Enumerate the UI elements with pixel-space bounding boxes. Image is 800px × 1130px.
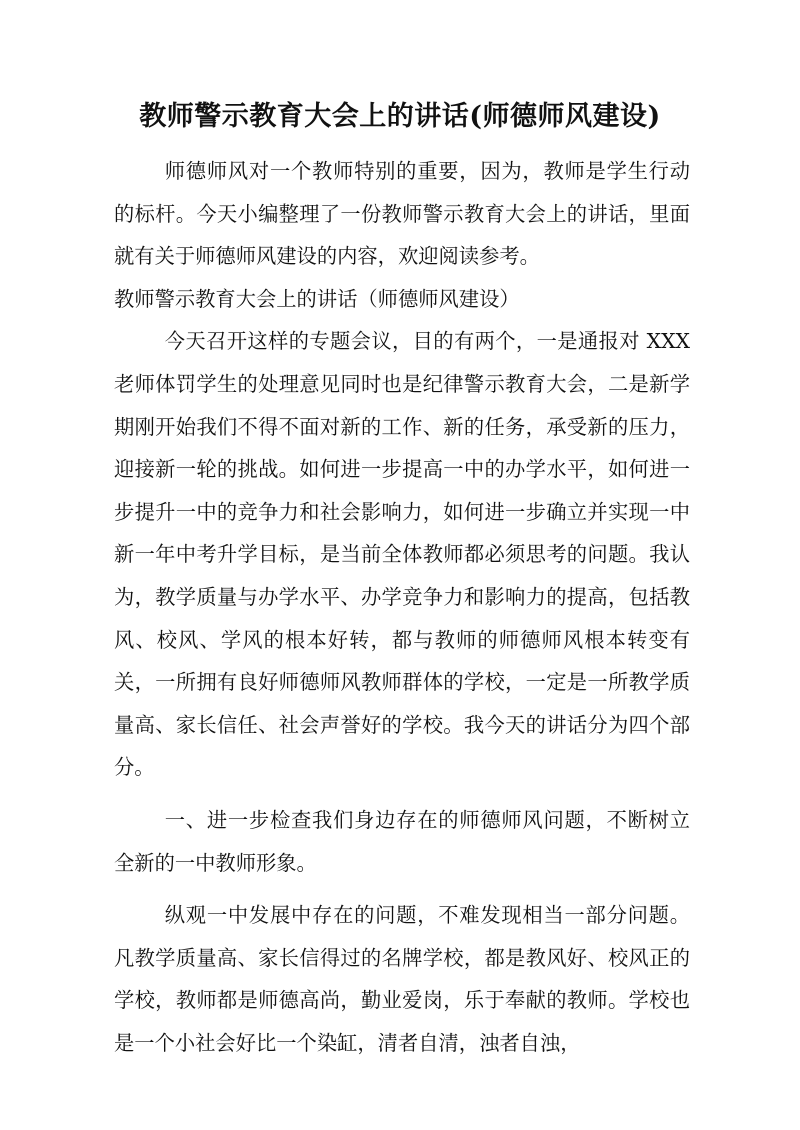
document-body — [114, 150, 690, 1064]
intro-paragraph: 师德师风对一个教师特别的重要，因为，教师是学生行动的标杆。今天小编整理了一份教师警示教育大会上的讲话，里面就有关于师德师风建设的内容，欢迎阅读参考。 — [114, 159, 690, 269]
speech-paragraph-opening: 今天召开这样的专题会议，目的有两个，一是通报对 XXX 老师体罚学生的处理意见同时也是纪律警示教育大会，二是新学期刚开始我们不得不面对新的工作、新的任务，承受新的压力，迎接新一轮的挑战。如何进一步提高一中的办学水平，如何进一步提升一中的竞争力和社会影响力，如何进一步确立并实现一中新一年中考升学目标，是当前全体教师都必须思考的问题。我认为，教学质量与办学水平、办学竞争力和影响力的提高，包括教风、校风、学风的根本好转，都与教师的师德师风根本转变有关，一所拥有良好师德师风教师群体的学校，一定是一所教学质量高、家长信任、社会声誉好的学校。我今天的讲话分为四个部分。 — [114, 329, 690, 780]
speech-subtitle: 教师警示教育大会上的讲话（师德师风建设） — [114, 286, 520, 311]
speech-paragraph-section-one: 纵观一中发展中存在的问题，不难发现相当一部分问题。凡教学质量高、家长信得过的名牌学校，都是教风好、校风正的学校，教师都是师德高尚，勤业爱岗，乐于奉献的教师。学校也是一个小社会好比一个染缸，清者自清，浊者自浊， — [114, 903, 690, 1055]
section-heading-one: 一、进一步检查我们身边存在的师德师风问题，不断树立全新的一中教师形象。 — [114, 807, 690, 875]
document-title: 教师警示教育大会上的讲话(师德师风建设) — [139, 101, 661, 132]
